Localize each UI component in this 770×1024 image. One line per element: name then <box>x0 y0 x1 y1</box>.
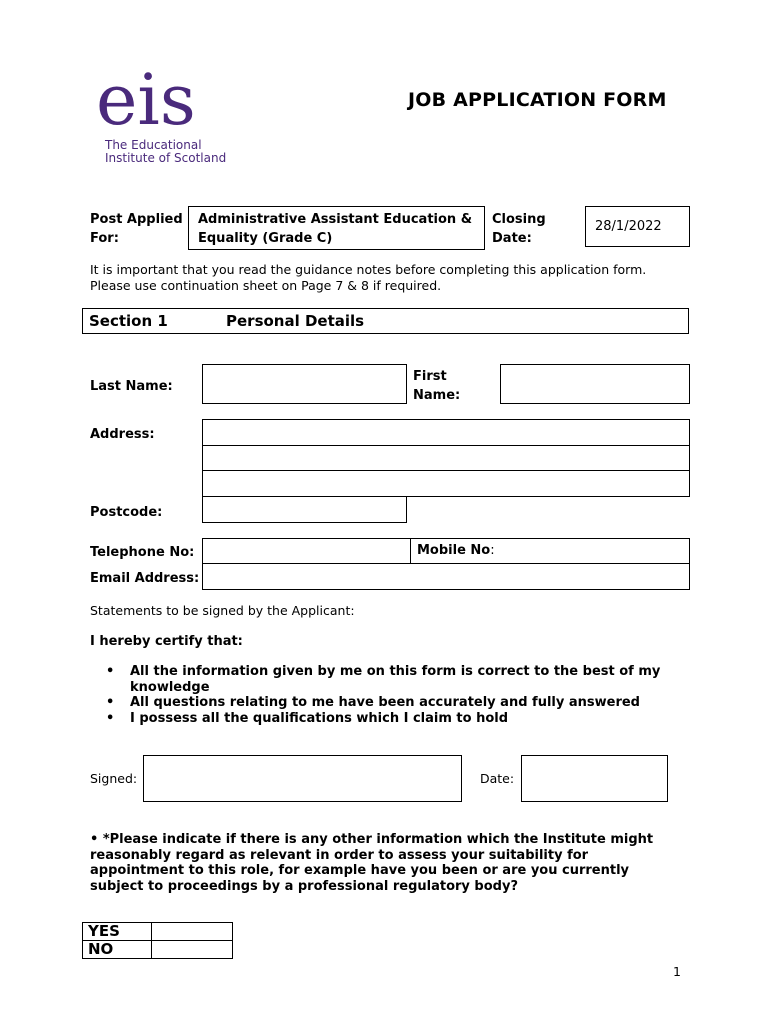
postcode-input[interactable] <box>202 496 407 523</box>
certify-item: • All questions relating to me have been accurately and fully answered <box>90 695 680 711</box>
postcode-label: Postcode: <box>90 505 163 520</box>
post-applied-label <box>90 210 183 248</box>
email-label: Email Address: <box>90 571 200 586</box>
post-applied-label-line2: For: <box>90 231 119 246</box>
email-input[interactable] <box>202 563 690 590</box>
no-label: NO <box>83 941 152 959</box>
statements-intro: Statements to be signed by the Applicant: <box>90 603 355 618</box>
mobile-input[interactable] <box>410 538 690 564</box>
first-name-label <box>413 367 460 405</box>
telephone-label: Telephone No: <box>90 545 195 560</box>
org-name-line2: Institute of Scotland <box>105 151 227 165</box>
post-applied-label-line1: Post Applied <box>90 212 183 227</box>
guidance-notes <box>90 262 646 294</box>
other-info-question: • *Please indicate if there is any other information which the Institute might reasonably regard as relevant in order to assess your suitability for appointment to this role, for example have you been or are you currently subject to proceedings by a professional regulatory body? <box>90 832 654 894</box>
closing-date-label-line2: Date: <box>492 231 532 246</box>
closing-date-label-line1: Closing <box>492 212 546 227</box>
yes-row <box>83 923 233 941</box>
org-name <box>105 139 226 165</box>
date-label: Date: <box>480 771 515 786</box>
first-name-label-line2: Name: <box>413 388 461 403</box>
yes-label: YES <box>83 923 152 941</box>
signature-input[interactable] <box>143 755 462 802</box>
address-line3-input[interactable] <box>202 470 690 497</box>
mobile-label <box>417 541 495 560</box>
closing-date-value: 28/1/2022 <box>595 219 662 234</box>
eis-logo <box>96 58 216 138</box>
telephone-input[interactable] <box>202 538 411 564</box>
address-label: Address: <box>90 427 155 442</box>
section-header <box>82 308 689 334</box>
guidance-line1: It is important that you read the guidance notes before completing this application form. <box>90 262 647 277</box>
closing-date-label <box>492 210 546 248</box>
first-name-input[interactable] <box>500 364 690 404</box>
page-number: 1 <box>673 964 681 979</box>
certify-list <box>90 664 680 726</box>
address-line1-input[interactable] <box>202 419 690 446</box>
post-applied-value <box>198 210 472 248</box>
section-title: Personal Details <box>226 312 365 330</box>
page-title: JOB APPLICATION FORM <box>408 89 667 111</box>
certify-item: • I possess all the qualifications which I claim to hold <box>90 711 680 727</box>
mobile-label-colon: : <box>490 543 495 558</box>
address-line2-input[interactable] <box>202 445 690 471</box>
last-name-label: Last Name: <box>90 379 173 394</box>
yes-no-table <box>82 922 233 959</box>
post-applied-value-line1: Administrative Assistant Education & <box>198 212 473 227</box>
last-name-input[interactable] <box>202 364 407 404</box>
closing-date-field[interactable] <box>585 206 690 247</box>
no-input[interactable] <box>152 941 233 959</box>
certify-item: • All the information given by me on this form is correct to the best of my knowledge <box>90 664 680 695</box>
guidance-line2: Please use continuation sheet on Page 7 & 8 if required. <box>90 278 442 293</box>
no-row <box>83 941 233 959</box>
org-name-line1: The Educational <box>105 138 202 152</box>
signed-label: Signed: <box>90 771 138 786</box>
signature-date-input[interactable] <box>521 755 668 802</box>
section-number: Section 1 <box>89 312 168 330</box>
eis-logo-mark: eis <box>96 59 196 138</box>
yes-input[interactable] <box>152 923 233 941</box>
post-applied-value-line2: Equality (Grade C) <box>198 231 333 246</box>
certify-heading: I hereby certify that: <box>90 634 243 649</box>
first-name-label-line1: First <box>413 369 447 384</box>
mobile-label-text: Mobile No <box>417 543 491 558</box>
